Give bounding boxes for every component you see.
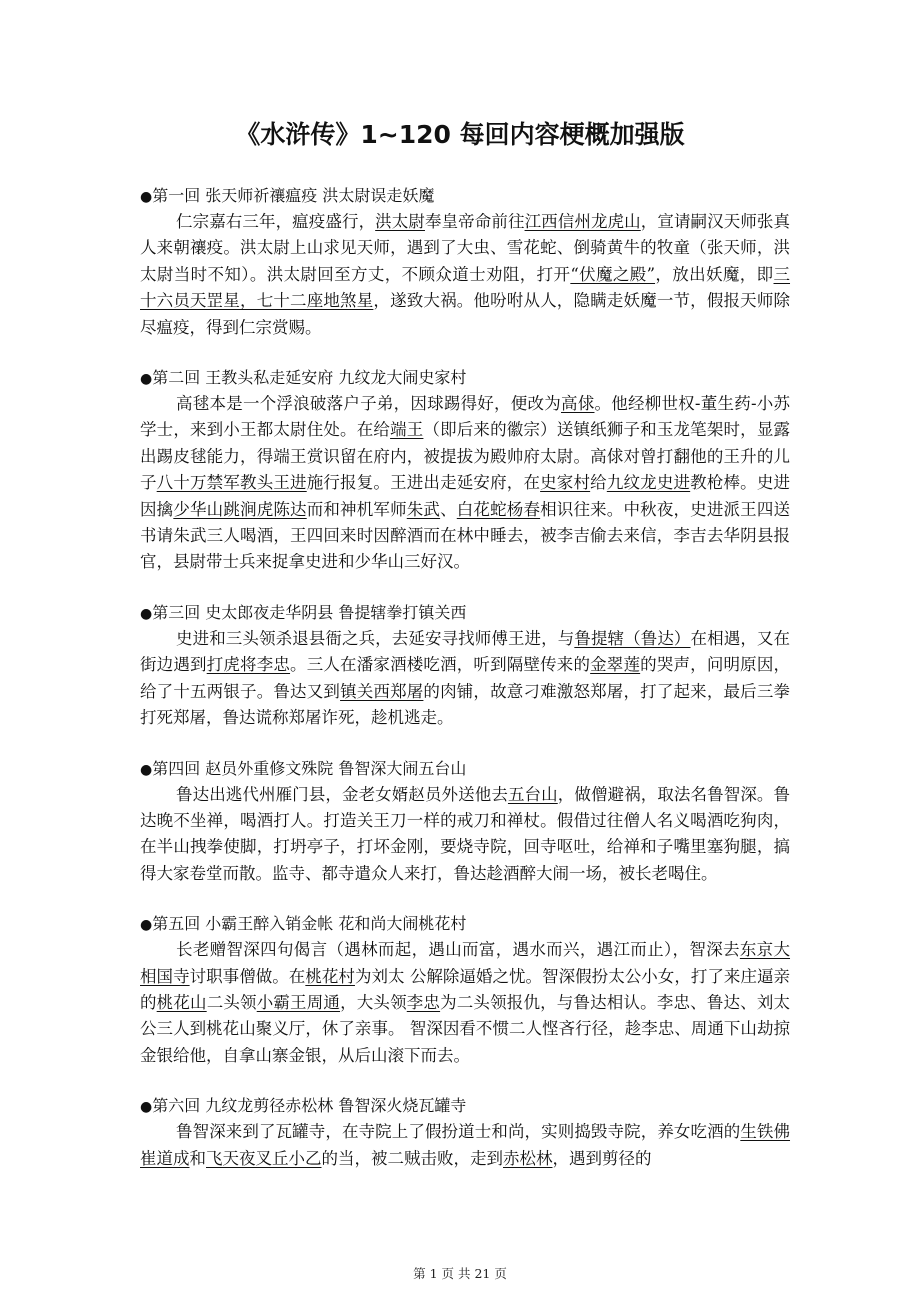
bullet-icon: ● (140, 605, 153, 622)
summary-text: 长老赠智深四句偈言（遇林而起，遇山而富，遇水而兴，遇江而止），智深去 (176, 940, 740, 960)
summary-text: 在相遇，又在街边遇到 (140, 628, 791, 675)
chapter-summary (140, 782, 790, 888)
summary-text: 的哭声，问明原因，给了十五两银子。鲁达又到 (140, 655, 791, 701)
summary-text: 相识往来。中秋夜，史进派王四送书请朱武三人喝酒，王四回来时因醉酒而在林中睡去，被李吉偷去来信，李吉去华阴县报官，县尉带士兵来捉拿史进和少华山三好汉。 (140, 499, 791, 572)
summary-text: 。三人在潘家酒楼吃酒，听到隔壁传来的 (290, 655, 591, 675)
chapter-heading (140, 1093, 790, 1119)
key-term: 金翠莲 (590, 655, 641, 675)
key-term: 白花蛇杨春 (456, 499, 541, 519)
chapter-heading-text: 第四回 赵员外重修文殊院 鲁智深大闹五台山 (152, 758, 467, 778)
chapter-heading-text: 第六回 九纹龙剪径赤松林 鲁智深火烧瓦罐寺 (152, 1096, 467, 1116)
summary-text: ，宣请嗣汉天师张真人来朝禳疫。洪太尉上山求见天师，遇到了大虫、雪花蛇、倒骑黄牛的牧童（张天师，洪太尉当时不知）。洪太尉回至方丈，不顾众道士劝阻，打开 (140, 212, 791, 284)
key-term: 端王 (390, 420, 424, 440)
summary-text: ，做僧避祸，取法名鲁智深。鲁达晚不坐禅，喝酒打人。打造关王刀一样的戒刀和禅杖。假借过往僧人名义喝酒吃狗肉，在半山拽拳使脚，打坍亭子，打坏金刚，要烧寺院，回寺呕吐，给禅和子嘴里塞狗腿，搞得大家卷堂而散。监寺、都寺遣众人来打，鲁达趁酒醉大闹一场，被长老喝住。 (140, 784, 791, 883)
key-term: 史家村 (540, 473, 591, 493)
summary-text: 给 (590, 473, 607, 493)
key-term: 洪太尉 (375, 212, 425, 231)
chapter-section (140, 183, 790, 341)
summary-text: 奉皇帝命前往 (424, 212, 525, 231)
summary-text: 和 (189, 1148, 206, 1168)
chapter-section (140, 1093, 790, 1172)
key-term: 小霸王周通 (256, 992, 341, 1012)
bullet-icon: ● (140, 189, 153, 205)
summary-text: （即后来的徽宗）送镇纸狮子和玉龙笔架时，显露出踢皮毬能力，得端王赏识留在府内，被提拔为殿帅府太尉。高俅对曾打翻他的王升的儿子 (140, 420, 791, 493)
chapter-heading (140, 756, 790, 782)
chapter-section (140, 600, 790, 732)
summary-text: 的当，被二贼击败，走到 (321, 1148, 503, 1168)
chapter-summary (140, 937, 790, 1069)
key-term: 飞天夜叉丘小乙 (206, 1148, 322, 1168)
chapter-heading (140, 911, 790, 937)
key-term: 少华山跳涧虎陈达 (173, 499, 307, 519)
key-term: 生铁佛崔道成 (140, 1122, 791, 1168)
summary-text: 讨职事僧做。在 (189, 966, 306, 986)
page-footer: 第 1 页 共 21 页 (413, 1266, 507, 1281)
summary-text: 史进和三头领杀退县衙之兵，去延安寻找师傅王进，与 (176, 628, 575, 648)
document-title: 《水浒传》1~120 每回内容梗概加强版 (235, 120, 685, 149)
chapter-summary (140, 209, 790, 341)
key-term: 镇关西郑屠 (340, 681, 424, 701)
summary-text: ，遂致大祸。他吩咐从人，隐瞒走妖魔一节，假报天师除尽瘟疫，得到仁宗赏赐。 (140, 291, 791, 337)
chapter-heading-text: 第一回 张天师祈禳瘟疫 洪太尉误走妖魔 (152, 186, 435, 205)
key-term: 桃花村 (305, 966, 355, 986)
key-term: 三十六员天罡星，七十二座地煞星 (140, 264, 791, 311)
key-term: 赤松林 (503, 1148, 553, 1168)
key-term: 九纹龙史进 (606, 473, 691, 493)
summary-text: 高毬本是一个浮浪破落户子弟，因球踢得好，便改为 (176, 394, 561, 414)
key-term: 江西信州龙虎山 (524, 212, 641, 231)
summary-text: ，大头领 (340, 992, 407, 1012)
summary-text: 鲁智深来到了瓦罐寺，在寺院上了假扮道士和尚，实则捣毁寺院，养女吃酒的 (176, 1122, 741, 1142)
chapter-summary (140, 626, 790, 732)
chapter-section (140, 911, 790, 1069)
chapter-list (140, 183, 790, 1196)
chapter-section (140, 365, 790, 576)
key-term: 鲁提辖（鲁达） (574, 628, 691, 648)
chapter-heading (140, 183, 790, 209)
key-term: 朱武 (406, 499, 441, 519)
summary-text: 、 (440, 499, 457, 519)
chapter-heading (140, 365, 790, 391)
key-term: 五台山 (507, 784, 558, 804)
summary-text: 为刘太 公解除逼婚之忧。智深假扮太公小女，打了来庄逼亲的 (140, 966, 791, 1012)
chapter-section (140, 756, 790, 888)
chapter-heading-text: 第五回 小霸王醉入销金帐 花和尚大闹桃花村 (152, 914, 467, 934)
key-term: 八十万禁军教头王进 (156, 473, 307, 493)
summary-text: 。他经柳世权-董生药-小苏学士，来到小王都太尉住处。在给 (140, 394, 791, 440)
chapter-heading-text: 第二回 王教头私走延安府 九纹龙大闹史家村 (152, 368, 467, 388)
chapter-summary (140, 1119, 790, 1172)
key-term: 桃花山 (156, 992, 207, 1012)
summary-text: ，放出妖魔，即 (655, 264, 774, 284)
summary-text: 二头领 (206, 992, 257, 1012)
summary-text: 施行报复。王进出走延安府，在 (306, 473, 541, 493)
key-term: 打虎将李忠 (206, 655, 291, 675)
chapter-heading-text: 第三回 史太郎夜走华阴县 鲁提辖拳打镇关西 (152, 602, 467, 622)
summary-text: 而和神机军师 (306, 499, 407, 519)
summary-text: 的肉铺，故意刁难激怒郑屠，打了起来，最后三拳打死郑屠，鲁达谎称郑屠诈死，趁机逃走。 (140, 681, 791, 728)
summary-text: 为二头领报仇，与鲁达相认。李忠、鲁达、刘太公三人到桃花山聚义厅，休了亲事。 智深因看不惯二人悭吝行径，趁李忠、周通下山劫掠金银给他，自拿山寨金银，从后山滚下而去。 (140, 992, 791, 1065)
key-term: 高俅 (561, 394, 595, 414)
key-term: 东京大相国寺 (140, 940, 791, 986)
chapter-heading (140, 600, 790, 626)
bullet-icon: ● (140, 917, 153, 934)
summary-text: 鲁达出逃代州雁门县，金老女婿赵员外送他去 (176, 784, 508, 804)
key-term: 李忠 (406, 992, 441, 1012)
bullet-icon: ● (140, 761, 153, 778)
summary-text: 教枪棒。史进因擒 (140, 473, 791, 519)
key-term: “伏魔之殿” (570, 264, 656, 284)
summary-text: ，遇到剪径的 (552, 1148, 652, 1168)
chapter-summary (140, 391, 790, 576)
bullet-icon: ● (140, 1099, 153, 1116)
summary-text: 仁宗嘉右三年，瘟疫盛行， (176, 212, 376, 231)
bullet-icon: ● (140, 371, 153, 388)
